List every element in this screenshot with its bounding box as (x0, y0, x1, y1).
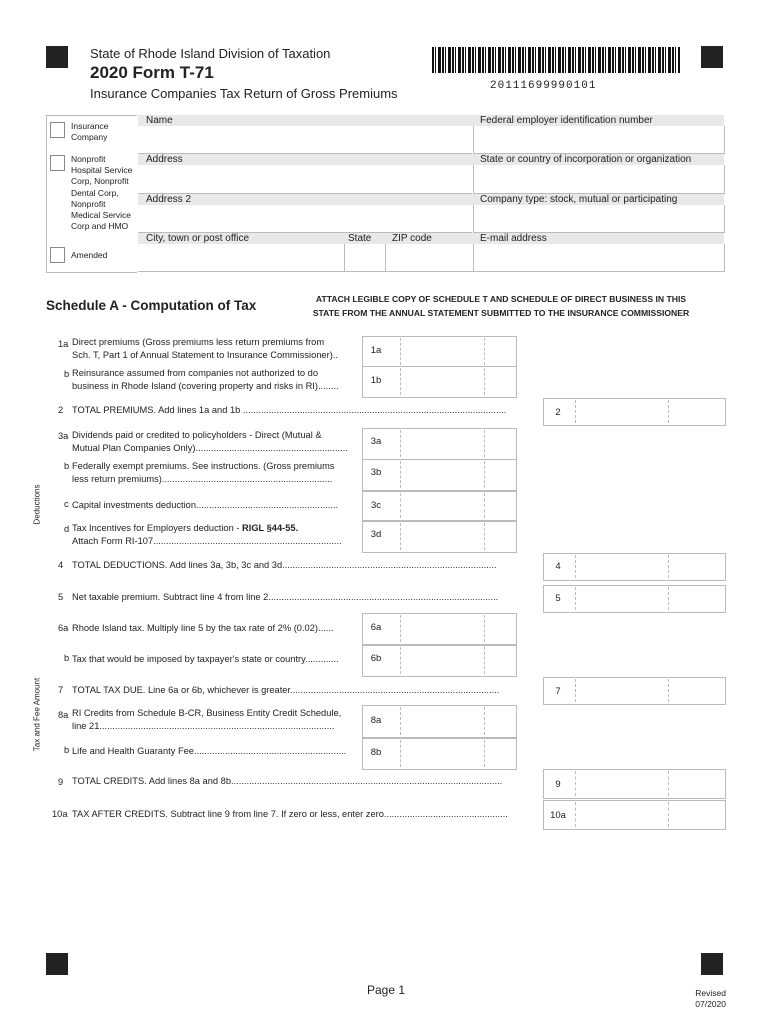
form-subtitle: Insurance Companies Tax Return of Gross Premiums (90, 86, 398, 101)
address-label: Address (146, 154, 183, 165)
page-number: Page 1 (367, 983, 406, 997)
email-input[interactable] (473, 244, 725, 272)
state-of-incorporation-input[interactable] (473, 165, 725, 194)
line-3a-text2: Mutual Plan Companies Only)........................................................... (72, 443, 348, 453)
registration-mark-bottom-right (701, 953, 723, 975)
line-6a-code: 6a (370, 622, 382, 633)
line-1a-code: 1a (370, 345, 382, 356)
line-10a-number: 10a (52, 809, 68, 819)
line-6a-number: 6a (58, 623, 69, 633)
name-input[interactable] (138, 126, 472, 154)
attach-note-line1: ATTACH LEGIBLE COPY OF SCHEDULE T AND SCHEDULE OF DIRECT BUSINESS IN THIS (315, 294, 687, 304)
line-3d-number: d (64, 524, 70, 534)
line-2-text: TOTAL PREMIUMS. Add lines 1a and 1b ...................................................................................................... (72, 405, 507, 415)
address2-input[interactable] (138, 205, 472, 233)
barcode-number: 20111699990101 (490, 80, 597, 92)
amended-label: Amended (71, 250, 108, 260)
line-1a-text2: Sch. T, Part 1 of Annual Statement to Insurance Commissioner).. (72, 350, 338, 360)
line-2-code: 2 (555, 407, 561, 418)
zip-label: ZIP code (392, 233, 432, 244)
attach-note-line2: STATE FROM THE ANNUAL STATEMENT SUBMITTED TO THE INSURANCE COMMISSIONER (312, 308, 690, 318)
line-9-text: TOTAL CREDITS. Add lines 8a and 8b......................................................................................................... (72, 776, 503, 786)
line-6a-text: Rhode Island tax. Multiply line 5 by the tax rate of 2% (0.02)...... (72, 623, 334, 633)
line-3d-text2: Attach Form RI-107......................................................................... (72, 536, 342, 546)
state-of-incorporation-label: State or country of incorporation or organization (480, 154, 692, 165)
line-5-code: 5 (555, 593, 561, 604)
revised-label: Revised (695, 988, 726, 998)
line-1a-text: Direct premiums (Gross premiums less return premiums from (72, 337, 325, 347)
line-3c-code: 3c (370, 500, 382, 511)
line-7-number: 7 (58, 685, 64, 695)
email-label: E-mail address (480, 233, 547, 244)
line-3d-code: 3d (370, 529, 382, 540)
line-8a-text: RI Credits from Schedule B-CR, Business Entity Credit Schedule, (72, 708, 342, 718)
line-3b-code: 3b (370, 467, 382, 478)
line-3a-code: 3a (370, 436, 382, 447)
line-9-code: 9 (555, 779, 561, 790)
state-input[interactable] (344, 244, 385, 272)
line-3d-text (72, 522, 298, 535)
fein-input[interactable] (473, 126, 725, 154)
registration-mark-top-right (701, 46, 723, 68)
company-type-label: Company type: stock, mutual or participating (480, 194, 678, 205)
registration-mark-top-left (46, 46, 68, 68)
line-4-text: TOTAL DEDUCTIONS. Add lines 3a, 3b, 3c and 3d................................................................................... (72, 560, 497, 570)
line-2-number: 2 (58, 405, 64, 415)
line-1a-number: 1a (58, 339, 69, 349)
line-3a-number: 3a (58, 431, 69, 441)
line-7-code: 7 (555, 686, 561, 697)
line-3a-text: Dividends paid or credited to policyholders - Direct (Mutual & (72, 430, 322, 440)
address-input[interactable] (138, 165, 472, 194)
line-3b-text2: less return premiums).................................................................. (72, 474, 333, 484)
line-3d-rigl: RIGL §44-55. (242, 523, 299, 533)
state-label: State (348, 233, 372, 244)
line-8b-code: 8b (370, 747, 382, 758)
line-3d-text-a: Tax Incentives for Employers deduction - (72, 523, 243, 533)
barcode (432, 47, 680, 73)
line-1b-text: Reinsurance assumed from companies not authorized to do (72, 368, 318, 378)
fein-label: Federal employer identification number (480, 115, 653, 126)
line-1b-code: 1b (370, 375, 382, 386)
line-8b-number: b (64, 745, 70, 755)
insurance-company-checkbox[interactable] (50, 122, 65, 138)
line-8a-text2: line 21........................................................................................... (72, 721, 335, 731)
insurance-company-label: Insurance Company (71, 121, 109, 143)
revised-date: 07/2020 (695, 999, 726, 1009)
zip-input[interactable] (385, 244, 473, 272)
line-4-code: 4 (555, 561, 561, 572)
line-10a-text: TAX AFTER CREDITS. Subtract line 9 from line 7. If zero or less, enter zero................................................ (72, 809, 508, 819)
line-10a-code: 10a (550, 810, 566, 821)
line-5-text: Net taxable premium. Subtract line 4 from line 2......................................................................................... (72, 592, 499, 602)
name-label: Name (146, 115, 173, 126)
line-8b-text: Life and Health Guaranty Fee........................................................... (72, 746, 347, 756)
nonprofit-label: Nonprofit Hospital Service Corp, Nonprofit Dental Corp, Nonprofit Medical Service Corp and HMO (71, 154, 133, 232)
line-1b-text2: business in Rhode Island (covering property and risks in RI)........ (72, 381, 339, 391)
line-1b-number: b (64, 369, 70, 379)
schedule-title: Schedule A - Computation of Tax (46, 298, 257, 313)
line-6b-text: Tax that would be imposed by taxpayer's state or country............. (72, 654, 339, 664)
line-8a-number: 8a (58, 710, 69, 720)
city-input[interactable] (138, 244, 344, 272)
address2-label: Address 2 (146, 194, 192, 205)
line-3b-number: b (64, 461, 70, 471)
line-4-number: 4 (58, 560, 64, 570)
line-5-number: 5 (58, 592, 64, 602)
registration-mark-bottom-left (46, 953, 68, 975)
company-type-input[interactable] (473, 205, 725, 233)
line-9-number: 9 (58, 777, 64, 787)
line-3c-number: c (64, 499, 69, 509)
city-label: City, town or post office (146, 233, 250, 244)
form-title: 2020 Form T-71 (90, 63, 214, 82)
line-6b-code: 6b (370, 653, 382, 664)
nonprofit-checkbox[interactable] (50, 155, 65, 171)
line-8a-code: 8a (370, 715, 382, 726)
line-6b-number: b (64, 653, 70, 663)
amended-checkbox[interactable] (50, 247, 65, 263)
line-3c-text: Capital investments deduction....................................................... (72, 500, 339, 510)
line-7-text: TOTAL TAX DUE. Line 6a or 6b, whichever is greater................................................................................. (72, 685, 500, 695)
tax-fee-side-label: Tax and Fee Amount (32, 677, 42, 752)
agency-name: State of Rhode Island Division of Taxation (90, 46, 331, 61)
deductions-side-label: Deductions (32, 484, 42, 525)
line-3b-text: Federally exempt premiums. See instructions. (Gross premiums (72, 461, 335, 471)
